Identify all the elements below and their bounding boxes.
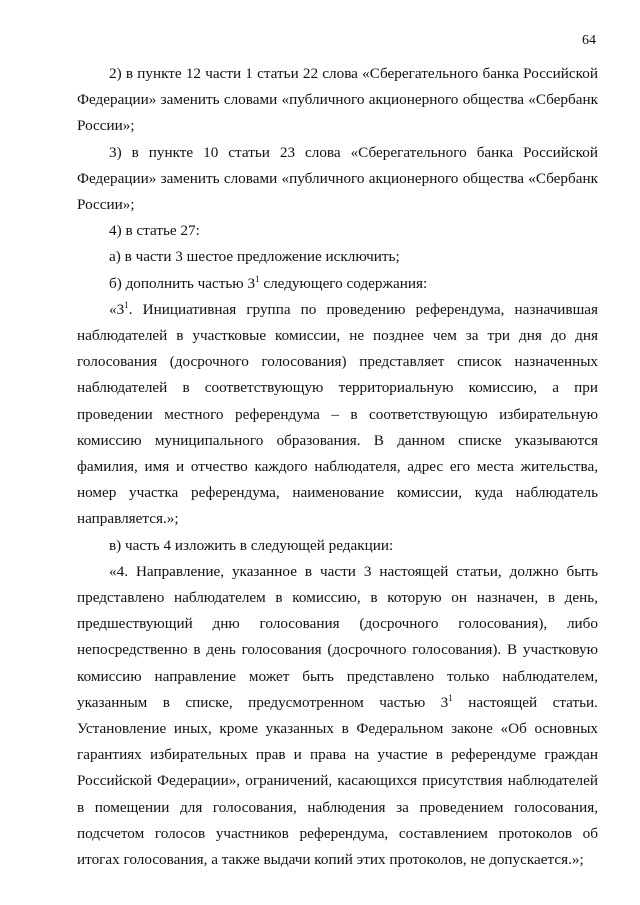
page-number: 64	[582, 33, 596, 48]
superscript-marker: 1	[255, 273, 260, 284]
subitem-b-text-start: б) дополнить частью 3	[109, 274, 256, 292]
paragraph-item-3: 3) в пункте 10 статьи 23 слова «Сберегательного банка Российской Федерации» заменить словами «публичного акционерного общества «Сбербанк России»;	[77, 143, 598, 214]
paragraph-subitem-v: в) часть 4 изложить в следующей редакции:	[109, 536, 394, 554]
paragraph-item-4: 4) в статье 27:	[109, 222, 200, 240]
part-4-text-start: «4. Направление, указанное в части 3 настоящей статьи, должно быть представлено наблюдателем в комиссию, в которую он назначен, в день, предшествующий дню голосования (досрочного голосования), либо непосредственно в день голосования (досрочного голосования). В участковую комиссию направление может быть представлено только наблюдателем, указанным в списке, предусмотренном частью 3	[77, 562, 598, 711]
part-3-1-text-start: «3	[109, 300, 125, 318]
paragraph-subitem-a: а) в части 3 шестое предложение исключить;	[109, 248, 400, 266]
paragraph-part-4	[77, 559, 598, 873]
paragraph-subitem-b	[77, 271, 598, 297]
paragraph-part-3-1	[77, 297, 598, 533]
part-3-1-text-end: . Инициативная группа по проведению референдума, назначившая наблюдателей в участковые комиссии, не позднее чем за три дня до дня голосования (досрочного голосования) представляет список назначенных наблюдателей в соответствующую территориальную комиссию, а при проведении местного референдума – в соответствующую избирательную комиссию муниципального образования. В данном списке указываются фамилия, имя и отчество каждого наблюдателя, адрес его места жительства, номер участка референдума, наименование комиссии, куда наблюдатель направляется.»;	[77, 300, 598, 528]
paragraph-item-2: 2) в пункте 12 части 1 статьи 22 слова «Сберегательного банка Российской Федерации» заменить словами «публичного акционерного общества «Сбербанк России»;	[77, 65, 598, 135]
superscript-marker: 1	[448, 692, 453, 703]
superscript-marker: 1	[124, 299, 129, 310]
subitem-b-text-end: следующего содержания:	[259, 274, 428, 292]
part-4-text-end: настоящей статьи. Установление иных, кроме указанных в Федеральном законе «Об основных гарантиях избирательных прав и права на участие в референдуме граждан Российской Федерации», ограничений, касающихся присутствия наблюдателей в помещении для голосования, наблюдения за проведением голосования, подсчетом голосов участников референдума, составлением протоколов об итогах голосования, а также выдачи копий этих протоколов, не допускается.»;	[77, 693, 598, 869]
document-body	[77, 61, 598, 873]
